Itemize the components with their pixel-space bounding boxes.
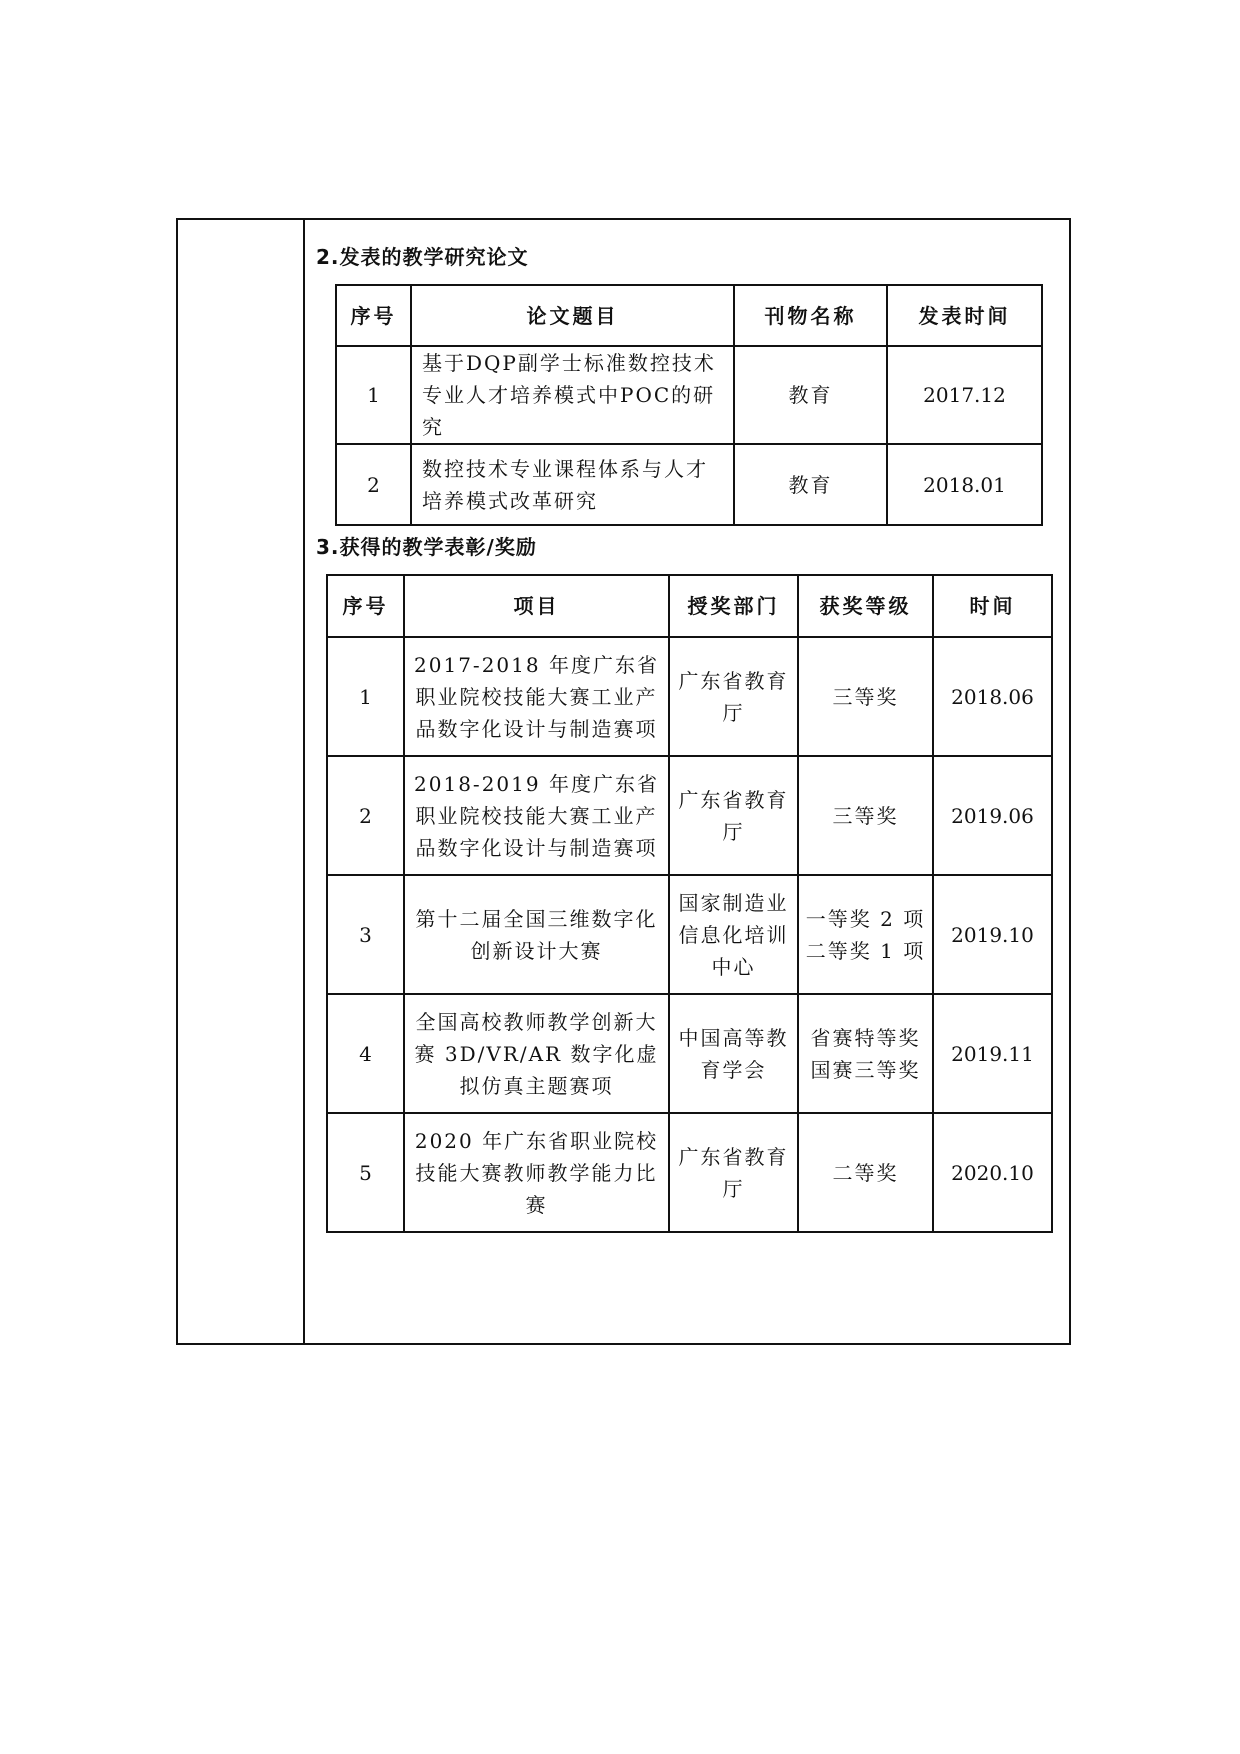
table-row bbox=[336, 444, 1042, 525]
award-project: 2017-2018 年度广东省职业院校技能大赛工业产品数字化设计与制造赛项 bbox=[404, 637, 669, 756]
award-no: 3 bbox=[327, 875, 404, 994]
papers-table bbox=[335, 284, 1043, 526]
table-row bbox=[327, 994, 1052, 1113]
award-project: 全国高校教师教学创新大赛 3D/VR/AR 数字化虚拟仿真主题赛项 bbox=[404, 994, 669, 1113]
column-divider bbox=[303, 220, 305, 1343]
form-frame bbox=[176, 218, 1071, 1345]
award-date: 2019.11 bbox=[933, 994, 1052, 1113]
papers-header-title: 论文题目 bbox=[411, 285, 734, 346]
award-date: 2019.06 bbox=[933, 756, 1052, 875]
awards-header-row bbox=[327, 575, 1052, 637]
table-row bbox=[327, 756, 1052, 875]
award-dept: 广东省教育厅 bbox=[669, 637, 798, 756]
award-dept: 广东省教育厅 bbox=[669, 756, 798, 875]
papers-header-date: 发表时间 bbox=[887, 285, 1042, 346]
award-level: 三等奖 bbox=[798, 756, 933, 875]
papers-header-journal: 刊物名称 bbox=[734, 285, 887, 346]
paper-title: 基于DQP副学士标准数控技术专业人才培养模式中POC的研究 bbox=[411, 346, 734, 444]
paper-no: 1 bbox=[336, 346, 411, 444]
award-date: 2019.10 bbox=[933, 875, 1052, 994]
award-project: 2020 年广东省职业院校技能大赛教师教学能力比赛 bbox=[404, 1113, 669, 1232]
awards-table bbox=[326, 574, 1053, 1233]
papers-header-no: 序号 bbox=[336, 285, 411, 346]
paper-journal: 教育 bbox=[734, 346, 887, 444]
award-level: 省赛特等奖 国赛三等奖 bbox=[798, 994, 933, 1113]
award-no: 5 bbox=[327, 1113, 404, 1232]
table-row bbox=[327, 875, 1052, 994]
awards-header-level: 获奖等级 bbox=[798, 575, 933, 637]
paper-title: 数控技术专业课程体系与人才培养模式改革研究 bbox=[411, 444, 734, 525]
table-row bbox=[327, 1113, 1052, 1232]
awards-header-project: 项目 bbox=[404, 575, 669, 637]
paper-journal: 教育 bbox=[734, 444, 887, 525]
award-level: 三等奖 bbox=[798, 637, 933, 756]
award-project: 第十二届全国三维数字化创新设计大赛 bbox=[404, 875, 669, 994]
awards-header-dept: 授奖部门 bbox=[669, 575, 798, 637]
award-project: 2018-2019 年度广东省职业院校技能大赛工业产品数字化设计与制造赛项 bbox=[404, 756, 669, 875]
table-row bbox=[336, 346, 1042, 444]
award-dept: 国家制造业信息化培训中心 bbox=[669, 875, 798, 994]
papers-header-row bbox=[336, 285, 1042, 346]
award-no: 2 bbox=[327, 756, 404, 875]
paper-no: 2 bbox=[336, 444, 411, 525]
award-date: 2020.10 bbox=[933, 1113, 1052, 1232]
award-dept: 广东省教育厅 bbox=[669, 1113, 798, 1232]
awards-header-no: 序号 bbox=[327, 575, 404, 637]
table-row bbox=[327, 637, 1052, 756]
paper-date: 2018.01 bbox=[887, 444, 1042, 525]
award-level: 二等奖 bbox=[798, 1113, 933, 1232]
paper-date: 2017.12 bbox=[887, 346, 1042, 444]
section2-heading: 2.发表的教学研究论文 bbox=[316, 245, 529, 269]
award-date: 2018.06 bbox=[933, 637, 1052, 756]
award-level: 一等奖 2 项 二等奖 1 项 bbox=[798, 875, 933, 994]
award-dept: 中国高等教育学会 bbox=[669, 994, 798, 1113]
award-no: 4 bbox=[327, 994, 404, 1113]
award-no: 1 bbox=[327, 637, 404, 756]
awards-header-date: 时间 bbox=[933, 575, 1052, 637]
section3-heading: 3.获得的教学表彰/奖励 bbox=[316, 535, 537, 559]
